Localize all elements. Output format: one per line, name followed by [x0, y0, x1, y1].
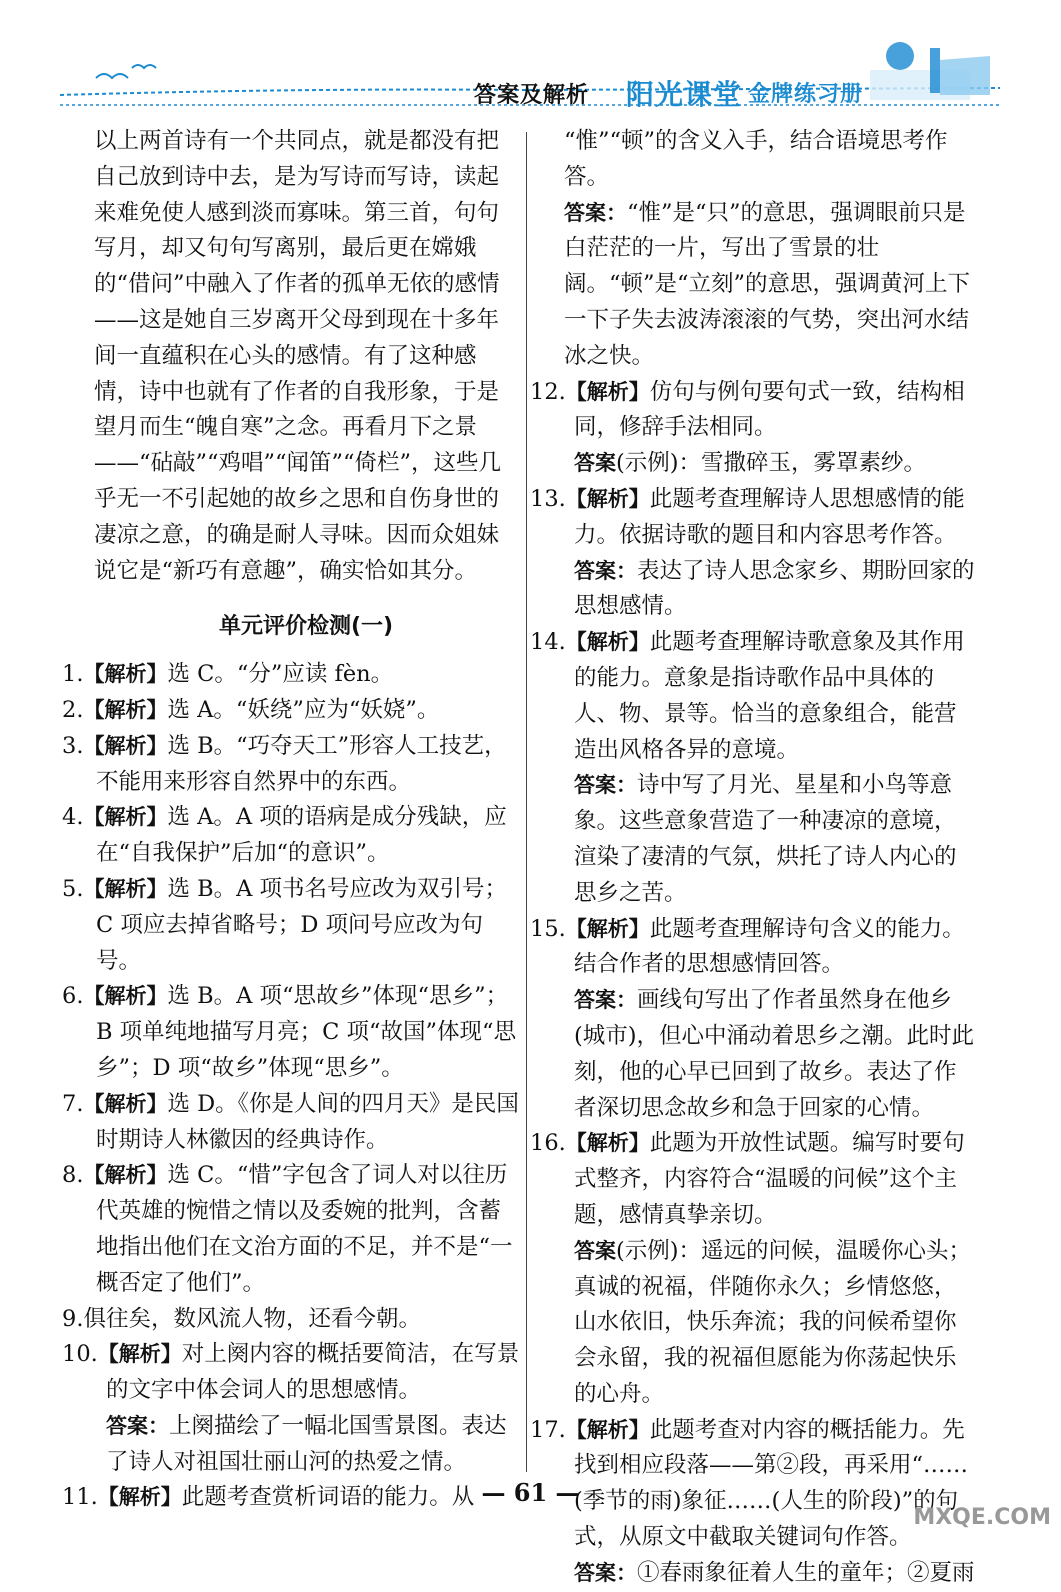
answer-item: 6.【解析】选 B。A 项“思故乡”体现“思乡”；B 项单纯地描写月亮；C 项“故国”体现“思乡”；D 项“故乡”体现“思乡”。	[62, 983, 517, 1081]
answer-text: 答案：表达了诗人思念家乡、期盼回家的思想感情。	[574, 557, 975, 620]
answer-item: 7.【解析】选 D。《你是人间的四月天》是民国时期诗人林徽因的经典诗作。	[62, 1090, 519, 1153]
intro-paragraph: 以上两首诗有一个共同点，就是都没有把自己放到诗中去，是为写诗而写诗，读起来难免使人感到淡而寡味。第三首，句句写月，却又句句写离别，最后更在嫦娥的“借问”中融入了作者的孤单无依的感情——这是她自三岁离开父母到现在十多年间一直蕴积在心头的感情。有了这种感情，诗中也就有了作者的自我形象，于是望月而生“魄自寒”之念。再看月下之景——“砧敲”“鸡唱”“闻笛”“倚栏”，这些几乎无一不引起她的故乡之思和自伤身世的凄凉之意，的确是耐人寻味。因而众姐妹说它是“新巧有意趣”，确实恰如其分。	[94, 128, 502, 584]
answer-text: 答案(示例)：雪撒碎玉，雾罩素纱。	[574, 450, 927, 477]
answer-text: 答案(示例)：遥远的问候，温暖你心头；真诚的祝福，伴随你永久；乡情悠悠，山水依旧，快乐奔流；我的问候希望你会永留，我的祝福但愿能为你荡起快乐的心舟。	[574, 1237, 972, 1407]
header-book-title: 金牌练习册	[748, 82, 864, 107]
answer-item: 12.【解析】仿句与例句要句式一致，结构相同，修辞手法相同。	[530, 378, 965, 441]
answer-11: 答案：“惟”是“只”的意思，强调眼前只是白茫茫的一片，写出了雪景的壮阔。“顿”是“立刻”的意思，强调黄河上下一下子失去波涛滚滚的气势，突出河水结冰之快。	[564, 199, 971, 369]
page-number: — 61 —	[481, 1478, 580, 1507]
column-divider	[526, 132, 527, 1472]
answer-text: 答案：①春雨象征着人生的童年；②夏雨	[574, 1559, 975, 1586]
header-title: 答案及解析	[474, 83, 590, 108]
answer-item: 2.【解析】选 A。“妖绕”应为“妖娆”。	[62, 696, 440, 723]
answer-10: 答案：上阕描绘了一幅北国雪景图。表达了诗人对祖国壮丽山河的热爱之情。	[106, 1412, 507, 1475]
answer-item: 15.【解析】此题考查理解诗句含义的能力。结合作者的思想感情回答。	[530, 915, 965, 978]
header-brand: 阳光课堂	[626, 78, 743, 111]
answer-item: 1.【解析】选 C。“分”应读 fèn。	[62, 661, 394, 688]
answer-item: 17.【解析】此题考查对内容的概括能力。先找到相应段落——第②段，再采用“……(季节的雨)象征……(人生的阶段)”的句式，从原文中截取关键词句作答。	[530, 1416, 969, 1551]
answer-item: 9.俱往矣，数风流人物，还看今朝。	[62, 1305, 421, 1332]
answer-item: 4.【解析】选 A。A 项的语病是成分残缺，应在“自我保护”后加“的意识”。	[62, 804, 507, 867]
section-title: 单元评价检测(一)	[218, 614, 394, 640]
answer-item: 8.【解析】选 C。“惜”字包含了词人对以往历代英雄的惋惜之情以及委婉的批判，含蓄地指出他们在文治方面的不足，并不是“一概否定了他们”。	[62, 1162, 513, 1296]
gull-icon	[96, 74, 128, 78]
answer-text: 答案：画线句写出了作者虽然身在他乡(城市)，但心中涌动着思乡之潮。此时此刻，他的心早已回到了故乡。表达了作者深切思念故乡和急于回家的心情。	[574, 987, 975, 1121]
answer-item: 5.【解析】选 B。A 项书名号应改为双引号；C 项应去掉省略号；D 项问号应改为句号。	[62, 875, 508, 974]
answer-item-10: 10.【解析】对上阕内容的概括要简洁，在写景的文字中体会词人的思想感情。	[62, 1341, 520, 1404]
answer-item: 14.【解析】此题考查理解诗歌意象及其作用的能力。意象是指诗歌作品中具体的人、物、景等。恰当的意象组合，能营造出风格各异的意境。	[530, 629, 965, 763]
answer-item: 3.【解析】选 B。“巧夺天工”形容人工技艺，不能用来形容自然界中的东西。	[62, 732, 507, 795]
lighthouse-icon	[886, 42, 914, 70]
watermark-text: MXQE.COM	[913, 1505, 1051, 1530]
page-header	[0, 0, 1061, 120]
answer-item: 16.【解析】此题为开放性试题。编写时要句式整齐，内容符合“温暖的问候”这个主题，感情真挚亲切。	[530, 1130, 965, 1228]
answer-item-11: 11.【解析】此题考查赏析词语的能力。从	[62, 1484, 475, 1511]
answer-text: 答案：诗中写了月光、星星和小鸟等意象。这些意象营造了一种凄凉的意境，渲染了凄清的气氛，烘托了诗人内心的思乡之苦。	[574, 772, 957, 906]
right-column	[530, 124, 976, 1592]
answer-item: 13.【解析】此题考查理解诗人思想感情的能力。依据诗歌的题目和内容思考作答。	[530, 485, 965, 548]
left-column	[62, 124, 520, 1516]
item-11-continued: “惟”“顿”的含义入手，结合语境思考作答。	[564, 128, 948, 190]
